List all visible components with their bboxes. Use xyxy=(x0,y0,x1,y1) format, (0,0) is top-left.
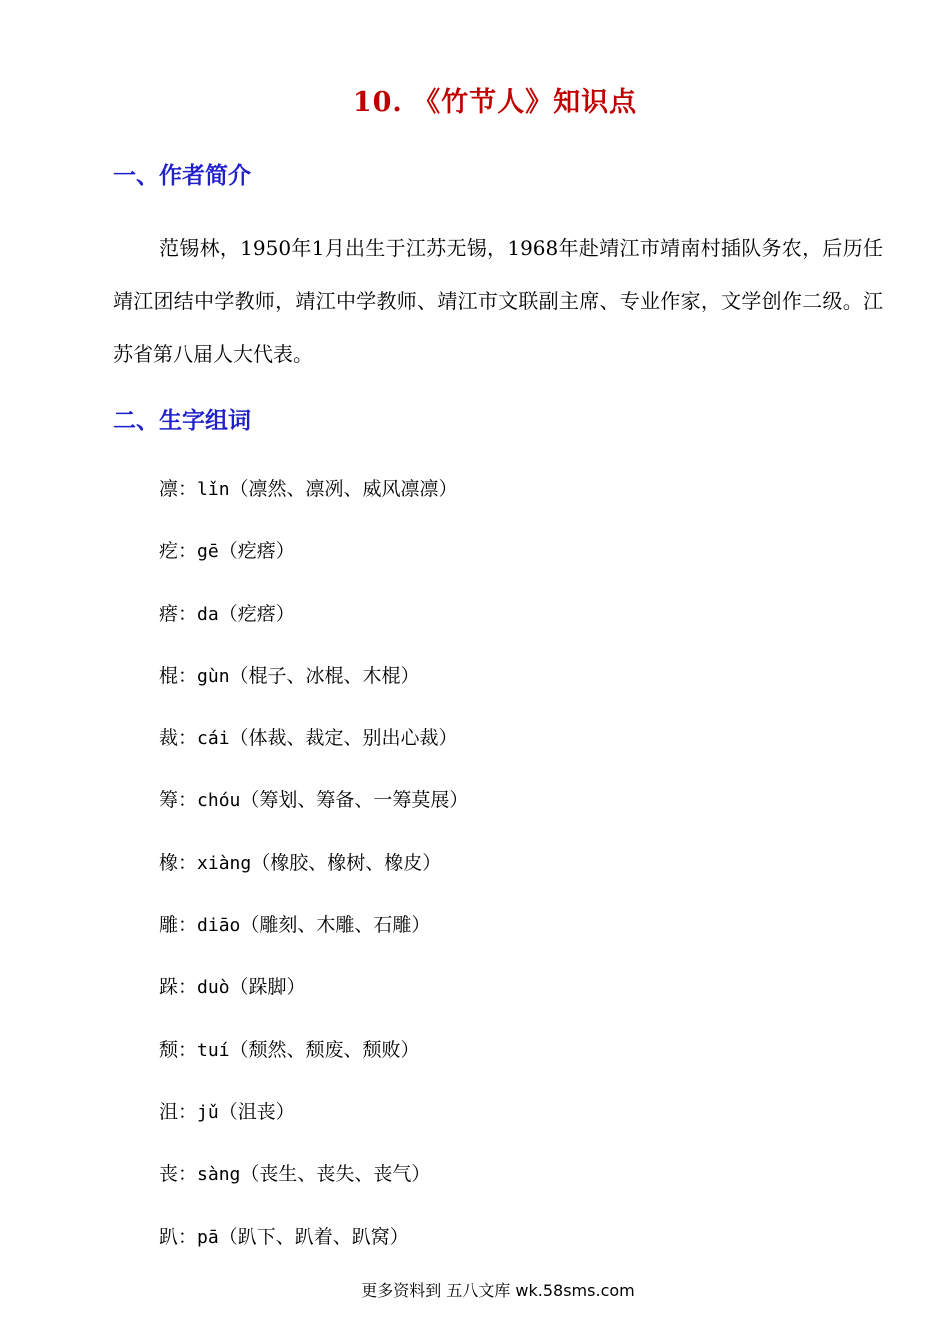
vocab-separator: ： xyxy=(178,1100,198,1123)
vocab-item xyxy=(159,908,468,970)
vocab-separator: ： xyxy=(178,478,198,500)
vocab-separator: ： xyxy=(178,1163,198,1186)
vocab-words: （跺脚） xyxy=(229,976,306,999)
vocab-words: （疙瘩） xyxy=(218,540,295,563)
vocab-pinyin: gùn xyxy=(197,665,230,687)
vocab-separator: ： xyxy=(178,727,198,750)
vocab-words: （棍子、冰棍、木棍） xyxy=(229,664,420,687)
vocab-char: 趴 xyxy=(159,1225,179,1248)
vocab-separator: ： xyxy=(178,1225,198,1248)
vocab-words: （沮丧） xyxy=(218,1100,295,1123)
vocab-words: （雕刻、木雕、石雕） xyxy=(240,914,431,937)
section-heading-vocab: 二、生字组词 xyxy=(113,408,251,434)
vocab-char: 雕 xyxy=(159,914,179,937)
vocab-separator: ： xyxy=(178,1038,198,1061)
vocab-pinyin: pā xyxy=(197,1226,219,1248)
vocab-words: （体裁、裁定、别出心裁） xyxy=(229,727,458,750)
vocab-separator: ： xyxy=(178,976,198,999)
vocab-char: 跺 xyxy=(159,976,179,999)
vocab-item xyxy=(159,597,468,659)
vocab-item xyxy=(159,1220,468,1282)
page-title: 10. 《竹节人》知识点 xyxy=(352,87,638,118)
vocab-item xyxy=(159,659,468,721)
vocab-item xyxy=(159,1095,468,1157)
vocab-item xyxy=(159,970,468,1032)
vocab-item xyxy=(159,721,468,783)
vocab-words: （橡胶、橡树、橡皮） xyxy=(251,851,442,874)
vocab-pinyin: tuí xyxy=(197,1039,230,1061)
vocab-separator: ： xyxy=(178,789,198,812)
vocab-char: 丧 xyxy=(159,1163,179,1186)
vocab-char: 沮 xyxy=(159,1100,179,1123)
vocab-words: （凛然、凛冽、威风凛凛） xyxy=(229,478,458,500)
vocab-words: （疙瘩） xyxy=(218,602,295,625)
vocab-item xyxy=(159,1033,468,1095)
vocab-separator: ： xyxy=(178,664,198,687)
vocab-separator: ： xyxy=(178,851,198,874)
vocab-item xyxy=(159,534,468,596)
vocab-pinyin: chóu xyxy=(197,790,241,812)
vocab-words: （颓然、颓废、颓败） xyxy=(229,1038,420,1061)
vocab-item xyxy=(159,472,468,534)
footer-watermark: 更多资料到 五八文库 wk.58sms.com xyxy=(361,1281,635,1300)
author-paragraph: 范锡林，1950年1月出生于江苏无锡，1968年赴靖江市靖南村插队务农，后历任靖江团结中学教师，靖江中学教师、靖江市文联副主席、专业作家，文学创作二级。江苏省第八届人大代表。 xyxy=(113,236,883,366)
vocab-pinyin: cái xyxy=(197,728,230,750)
vocab-words: （丧生、丧失、丧气） xyxy=(240,1163,431,1186)
vocab-char: 瘩 xyxy=(159,602,179,625)
vocab-char: 橡 xyxy=(159,851,179,874)
vocab-char: 筹 xyxy=(159,789,179,812)
vocab-pinyin: lǐn xyxy=(197,479,230,500)
vocab-pinyin: xiàng xyxy=(197,852,252,874)
vocab-words: （筹划、筹备、一筹莫展） xyxy=(240,789,469,812)
vocab-pinyin: da xyxy=(197,603,219,625)
vocab-words: （趴下、趴着、趴窝） xyxy=(218,1225,409,1248)
vocab-list xyxy=(159,472,468,1282)
vocab-char: 棍 xyxy=(159,664,179,687)
vocab-pinyin: diāo xyxy=(197,915,241,937)
vocab-item xyxy=(159,846,468,908)
vocab-separator: ： xyxy=(178,540,198,563)
vocab-item xyxy=(159,783,468,845)
vocab-char: 颓 xyxy=(159,1038,179,1061)
vocab-separator: ： xyxy=(178,914,198,937)
vocab-pinyin: jǔ xyxy=(197,1101,219,1123)
vocab-separator: ： xyxy=(178,602,198,625)
vocab-char: 疙 xyxy=(159,540,179,563)
section-heading-author: 一、作者简介 xyxy=(113,163,251,189)
vocab-pinyin: sàng xyxy=(197,1164,241,1186)
vocab-item xyxy=(159,1157,468,1219)
vocab-pinyin: duò xyxy=(197,977,230,999)
vocab-char: 凛 xyxy=(159,478,179,500)
vocab-char: 裁 xyxy=(159,727,179,750)
vocab-pinyin: gē xyxy=(197,541,219,563)
